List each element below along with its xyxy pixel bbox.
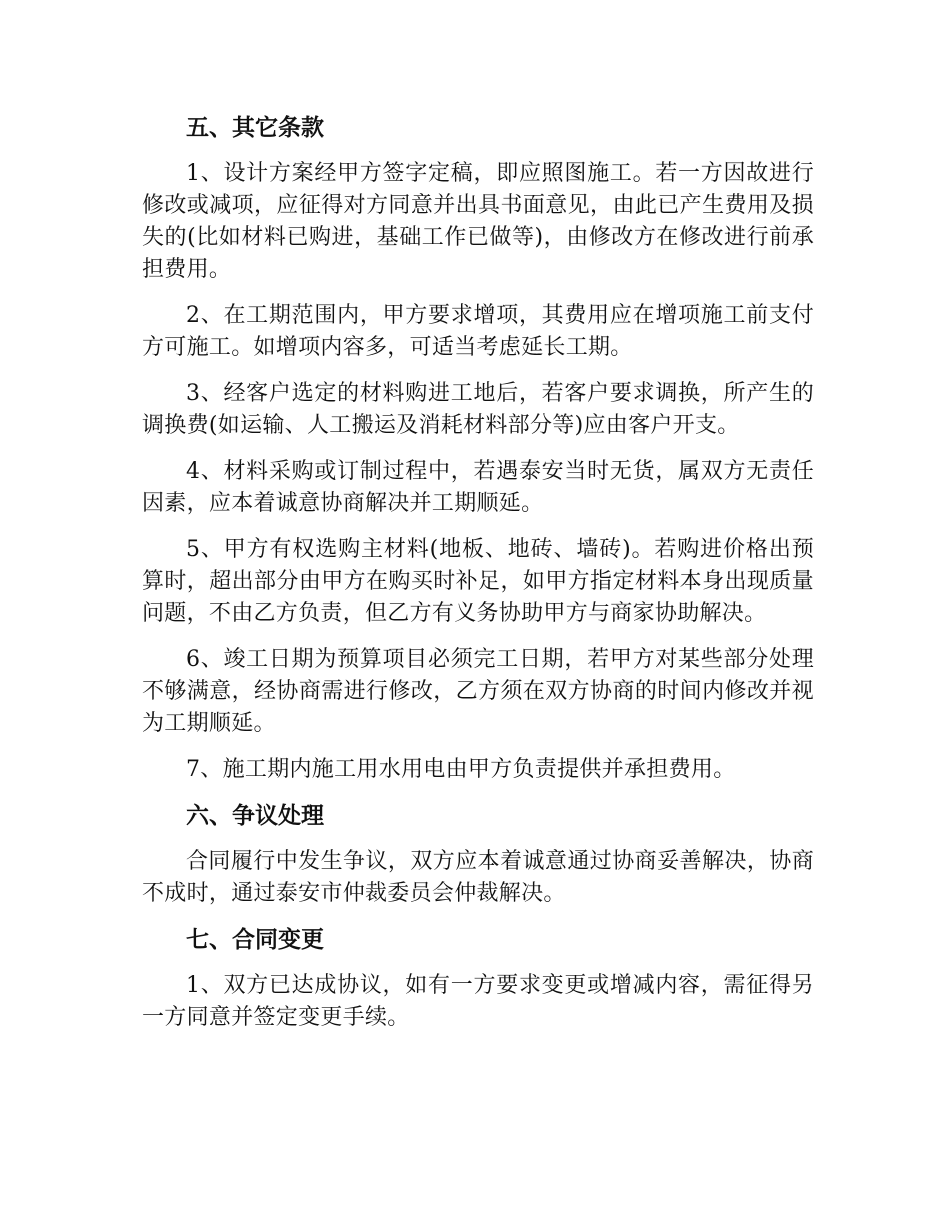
section-heading: 七、合同变更 bbox=[186, 927, 324, 953]
section-contract-change bbox=[142, 924, 814, 1034]
paragraph: 2、在工期范围内，甲方要求增项，其费用应在增项施工前支付方可施工。如增项内容多，可适当考虑延长工期。 bbox=[142, 303, 814, 360]
paragraph: 5、甲方有权选购主材料(地板、地砖、墙砖)。若购进价格出预算时，超出部分由甲方在购买时补足，如甲方指定材料本身出现质量问题，不由乙方负责，但乙方有义务协助甲方与商家协助解决。 bbox=[142, 537, 814, 626]
section-heading: 五、其它条款 bbox=[186, 115, 324, 141]
paragraph: 3、经客户选定的材料购进工地后，若客户要求调换，所产生的调换费(如运输、人工搬运及消耗材料部分等)应由客户开支。 bbox=[142, 381, 814, 438]
paragraph: 1、双方已达成协议，如有一方要求变更或增减内容，需征得另一方同意并签定变更手续。 bbox=[142, 973, 814, 1030]
paragraph: 1、设计方案经甲方签字定稿，即应照图施工。若一方因故进行修改或减项，应征得对方同意并出具书面意见，由此已产生费用及损失的(比如材料已购进，基础工作已做等)，由修改方在修改进行前承担费用。 bbox=[142, 161, 814, 282]
paragraph: 4、材料采购或订制过程中，若遇泰安当时无货，属双方无责任因素，应本着诚意协商解决并工期顺延。 bbox=[142, 459, 814, 516]
section-other-terms bbox=[142, 112, 814, 786]
paragraph: 6、竣工日期为预算项目必须完工日期，若甲方对某些部分处理不够满意，经协商需进行修改，乙方须在双方协商的时间内修改并视为工期顺延。 bbox=[142, 647, 814, 736]
section-heading: 六、争议处理 bbox=[186, 803, 324, 829]
paragraph: 7、施工期内施工用水用电由甲方负责提供并承担费用。 bbox=[186, 757, 736, 782]
section-dispute-resolution bbox=[142, 800, 814, 910]
paragraph: 合同履行中发生争议，双方应本着诚意通过协商妥善解决，协商不成时，通过泰安市仲裁委员会仲裁解决。 bbox=[142, 849, 814, 906]
document-page bbox=[142, 112, 814, 1048]
